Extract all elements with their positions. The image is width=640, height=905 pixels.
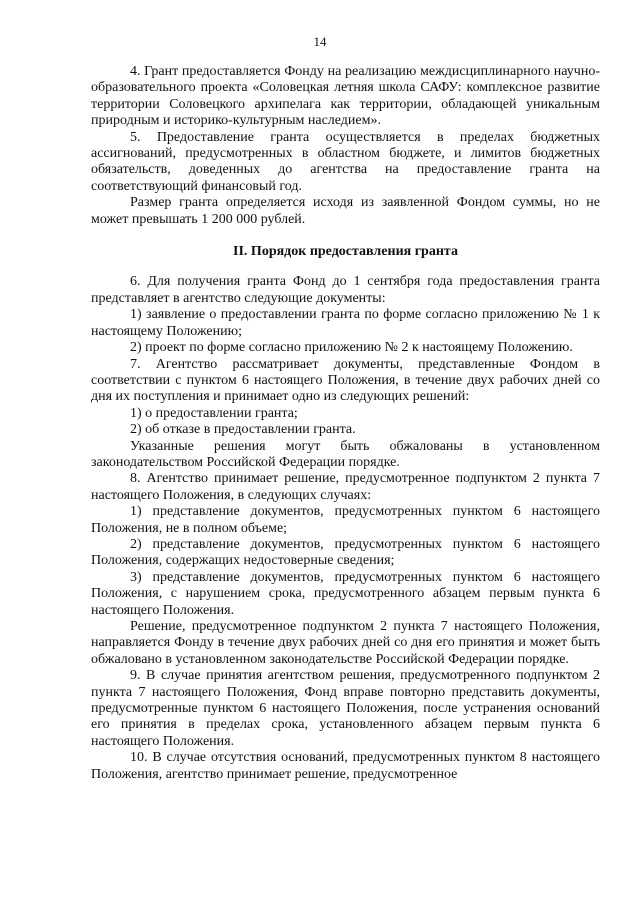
paragraph-8-item-3: 3) представление документов, предусмотренных пунктом 6 настоящего Положения, с нарушением срока, предусмотренного абзацем первым пункта 6 настоящего Положения. bbox=[91, 569, 600, 618]
page-number: 14 bbox=[313, 34, 327, 49]
paragraph-4: 4. Грант предоставляется Фонду на реализацию междисциплинарного научно-образовательного проекта «Соловецкая летняя школа САФУ: комплексное развитие территории Соловецкого архипелага как территории, обладающей уникальным природным и историко-культурным наследием». bbox=[91, 64, 600, 129]
paragraph-7-item-1: 1) о предоставлении гранта; bbox=[130, 405, 298, 421]
paragraph-9: 9. В случае принятия агентством решения, предусмотренного подпунктом 2 пункта 7 настоящего Положения, Фонд вправе повторно представить документы, предусмотренные пунктом 6 настоящего Положения, после устранения оснований его принятия в пределах срока, установленного абзацем первым пункта 6 настоящего Положения. bbox=[91, 668, 600, 749]
paragraph-7: 7. Агентство рассматривает документы, представленные Фондом в соответствии с пунктом 6 настоящего Положения, в течение двух рабочих дней со дня их поступления и принимает одно из следующих решений: bbox=[91, 356, 600, 405]
paragraph-8: 8. Агентство принимает решение, предусмотренное подпунктом 2 пункта 7 настоящего Положения, в следующих случаях: bbox=[91, 471, 600, 503]
paragraph-5: 5. Предоставление гранта осуществляется в пределах бюджетных ассигнований, предусмотренных в областном бюджете, и лимитов бюджетных обязательств, доведенных до агентства на предоставление гранта на соответствующий финансовый год. bbox=[91, 129, 600, 194]
paragraph-6-item-2: 2) проект по форме согласно приложению № 2 к настоящему Положению. bbox=[130, 340, 573, 356]
paragraph-8-decision: Решение, предусмотренное подпунктом 2 пункта 7 настоящего Положения, направляется Фонду в течение двух рабочих дней со дня его принятия и может быть обжаловано в установленном законодательстве Российской Федерации порядке. bbox=[91, 619, 600, 667]
paragraph-grant-size: Размер гранта определяется исходя из заявленной Фондом суммы, но не может превышать 1 200 000 рублей. bbox=[91, 195, 600, 227]
paragraph-6-item-1: 1) заявление о предоставлении гранта по форме согласно приложению № 1 к настоящему Положению; bbox=[91, 307, 600, 339]
paragraph-10: 10. В случае отсутствия оснований, предусмотренных пунктом 8 настоящего Положения, агентство принимает решение, предусмотренное bbox=[91, 750, 600, 782]
document-body bbox=[91, 64, 600, 783]
paragraph-8-item-2: 2) представление документов, предусмотренных пунктом 6 настоящего Положения, содержащих недостоверные сведения; bbox=[91, 536, 600, 569]
paragraph-7-item-2: 2) об отказе в предоставлении гранта. bbox=[130, 422, 356, 438]
paragraph-6: 6. Для получения гранта Фонд до 1 сентября года предоставления гранта представляет в агентство следующие документы: bbox=[91, 274, 600, 306]
section-title: II. Порядок предоставления гранта bbox=[233, 244, 458, 260]
paragraph-7-appeal: Указанные решения могут быть обжалованы в установленном законодательством Российской Федерации порядке. bbox=[91, 438, 600, 470]
paragraph-8-item-1: 1) представление документов, предусмотренных пунктом 6 настоящего Положения, не в полном объеме; bbox=[91, 504, 600, 536]
